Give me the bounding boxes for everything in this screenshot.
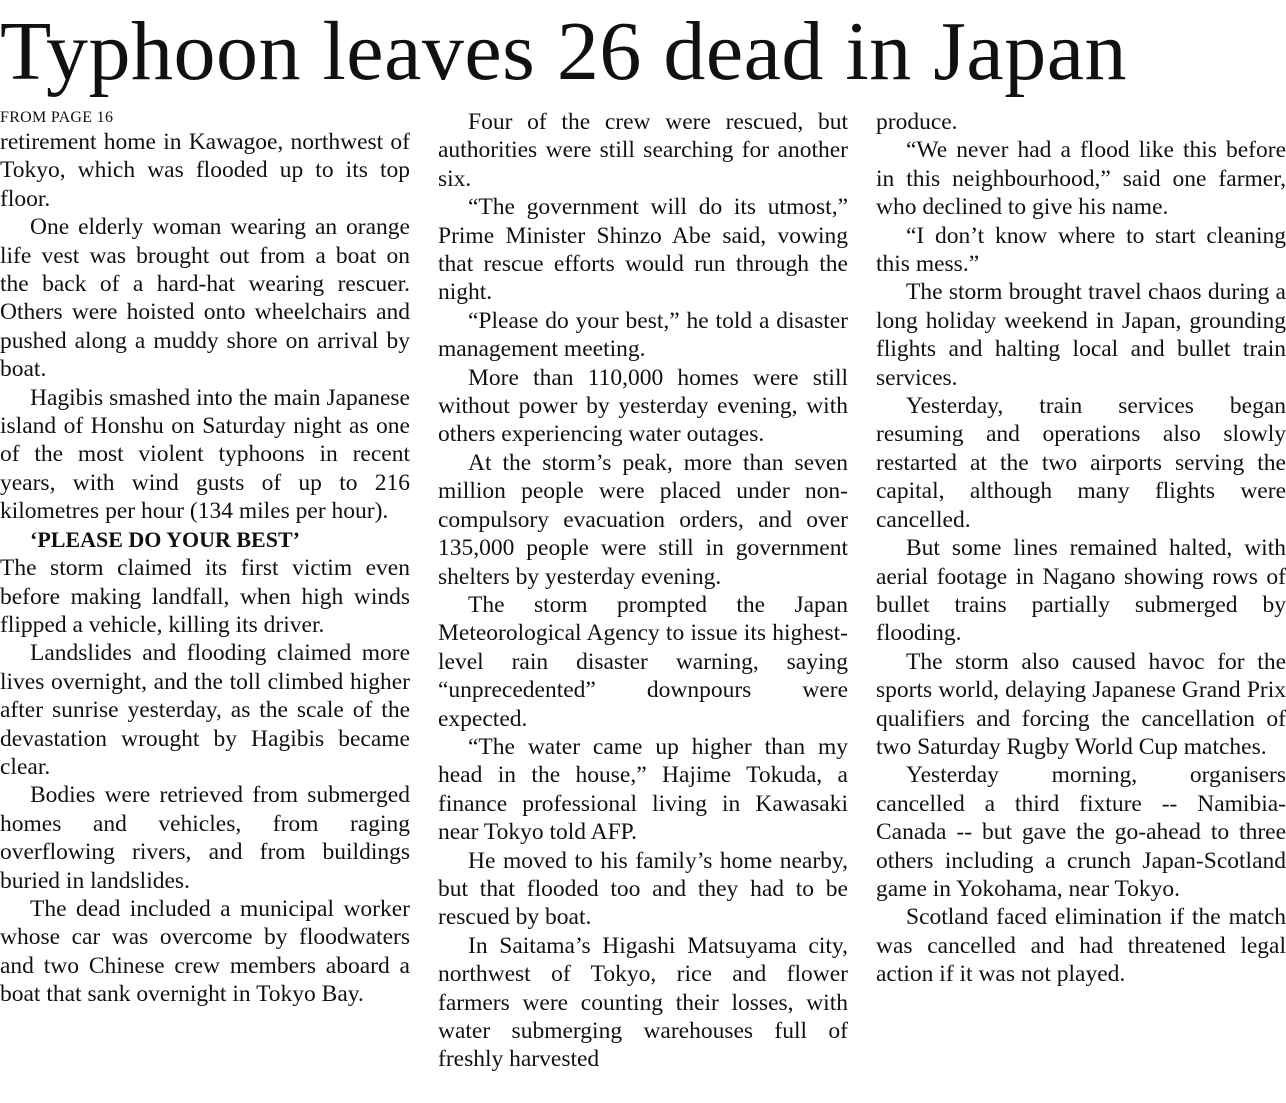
- paragraph: “The government will do its utmost,” Prime Minister Shinzo Abe said, vowing that rescue efforts would run through the night.: [438, 194, 848, 306]
- paragraph: Yesterday morning, organisers cancelled a third fixture -- Namibia-Canada -- but gave the go-ahead to three others including a crunch Japan-Scotland game in Yokohama, near Tokyo.: [876, 762, 1286, 902]
- paragraph: But some lines remained halted, with aerial footage in Nagano showing rows of bullet trains partially submerged by flooding.: [876, 535, 1286, 647]
- paragraph: Hagibis smashed into the main Japanese island of Honshu on Saturday night as one of the most violent typhoons in recent years, with wind gusts of up to 216 kilometres per hour (134 miles per hour).: [0, 384, 410, 525]
- paragraph: Bodies were retrieved from submerged homes and vehicles, from raging overflowing rivers, and from buildings buried in landslides.: [0, 782, 410, 894]
- paragraph: The storm also caused havoc for the sports world, delaying Japanese Grand Prix qualifiers and forcing the cancellation of two Saturday Rugby World Cup matches.: [876, 648, 1286, 760]
- paragraph: In Saitama’s Higashi Matsuyama city, northwest of Tokyo, rice and flower farmers were counting their losses, with water submerging warehouses full of freshly harvested: [438, 932, 848, 1073]
- paragraph: Scotland faced elimination if the match was cancelled and had threatened legal action if it was not played.: [876, 904, 1286, 988]
- paragraph: Landslides and flooding claimed more lives overnight, and the toll climbed higher after sunrise yesterday, as the scale of the devastation wrought by Hagibis became clear.: [0, 640, 410, 780]
- paragraph: produce.: [876, 109, 958, 135]
- paragraph: Yesterday, train services began resuming and operations also slowly restarted at the two airports serving the capital, although many flights were cancelled.: [876, 393, 1286, 533]
- paragraph: “Please do your best,” he told a disaster management meeting.: [438, 307, 848, 363]
- paragraph: The storm claimed its first victim even before making landfall, when high winds flipped a vehicle, killing its driver.: [0, 555, 410, 638]
- continuation-kicker: FROM PAGE 16: [0, 109, 114, 126]
- paragraph: More than 110,000 homes were still without power by yesterday evening, with others experiencing water outages.: [438, 364, 848, 448]
- article-column-3: [876, 108, 1286, 989]
- paragraph: “The water came up higher than my head in the house,” Hajime Tokuda, a finance professional living in Kawasaki near Tokyo told AFP.: [438, 733, 848, 846]
- paragraph: At the storm’s peak, more than seven million people were placed under non-compulsory evacuation orders, and over 135,000 people were still in government shelters by yesterday evening.: [438, 449, 848, 590]
- paragraph: Four of the crew were rescued, but authorities were still searching for another six.: [438, 109, 848, 192]
- subheading: ‘PLEASE DO YOUR BEST’: [30, 526, 300, 552]
- article-column-2: [438, 108, 848, 1074]
- paragraph: “I don’t know where to start cleaning this mess.”: [876, 222, 1286, 278]
- article-column-1: [0, 108, 410, 1009]
- paragraph: The dead included a municipal worker whose car was overcome by floodwaters and two Chinese crew members aboard a boat that sank overnight in Tokyo Bay.: [0, 895, 410, 1008]
- paragraph: “We never had a flood like this before in this neighbourhood,” said one farmer, who declined to give his name.: [876, 137, 1286, 221]
- paragraph: The storm prompted the Japan Meteorological Agency to issue its highest-level rain disaster warning, saying “unprecedented” downpours were expected.: [438, 591, 848, 732]
- paragraph: The storm brought travel chaos during a long holiday weekend in Japan, grounding flights and halting local and bullet train services.: [876, 279, 1286, 391]
- paragraph: One elderly woman wearing an orange life vest was brought out from a boat on the back of a hard-hat wearing rescuer. Others were hoisted onto wheelchairs and pushed along a muddy shore on arrival by boat.: [0, 214, 410, 383]
- headline: Typhoon leaves 26 dead in Japan: [0, 5, 1127, 98]
- paragraph: He moved to his family’s home nearby, but that flooded too and they had to be rescued by boat.: [438, 847, 848, 931]
- paragraph: retirement home in Kawagoe, northwest of Tokyo, which was flooded up to its top floor.: [0, 129, 410, 212]
